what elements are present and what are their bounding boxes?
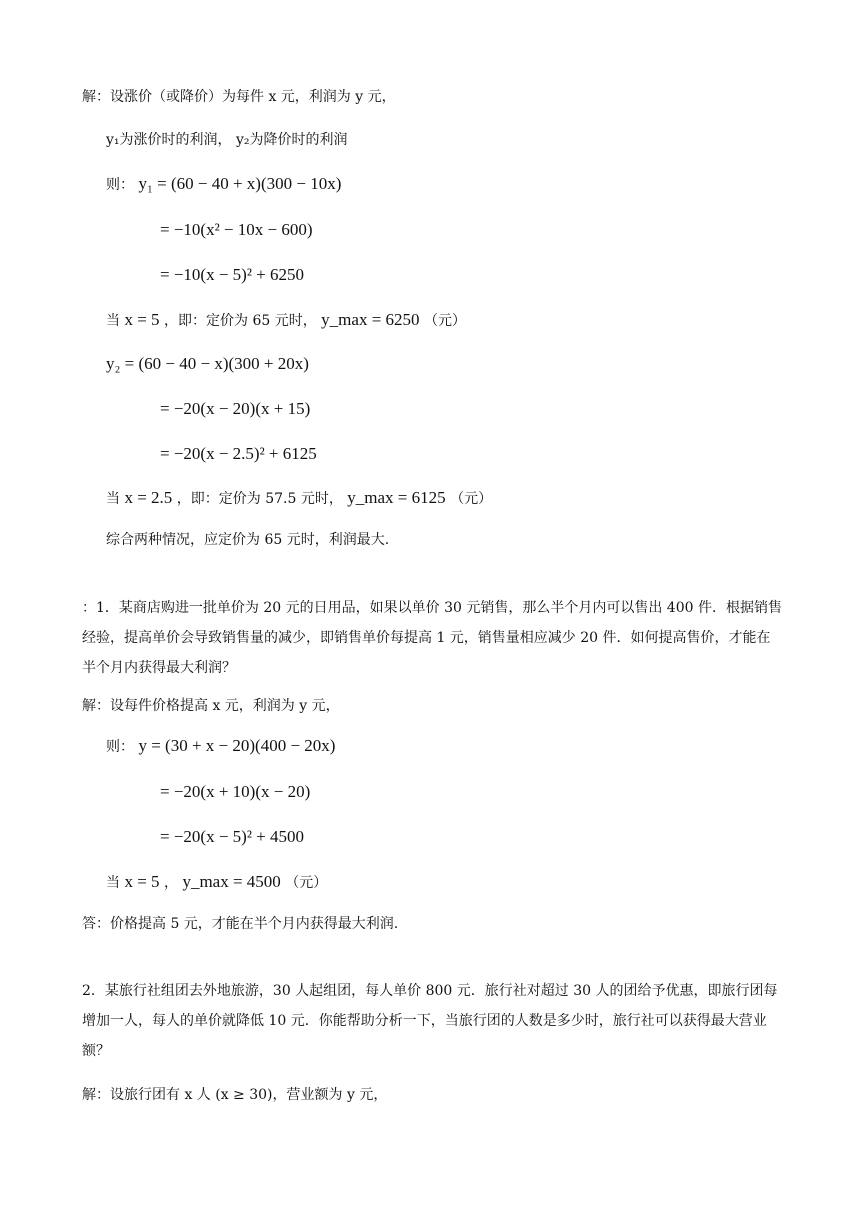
unit-label: （元） [450,491,493,507]
max-statement: 当 x = 5 ， y_max = 4500 （元） [106,872,328,891]
equation-step: = −10(x² − 10x − 600) [160,220,313,239]
max-text: ，即：定价为 57.5 元时， [176,491,343,507]
solution-intro: 解：设涨价（或降价）为每件 x 元，利润为 y 元， [82,89,396,105]
equation-step: = −10(x − 5)² + 6250 [160,265,305,284]
then-label: 则： [106,739,134,755]
max-value: y_max = 4500 [182,872,281,891]
equation-line [106,736,335,757]
solution-intro: 解：设旅行团有 x 人 (x ≥ 30)，营业额为 y 元， [82,1087,388,1103]
max-value: y_max = 6250 [321,310,420,329]
answer: 答：价格提高 5 元，才能在半个月内获得最大利润. [82,916,399,932]
max-value: y_max = 6125 [347,488,446,507]
max-statement [106,310,466,331]
solution-intro: 解：设每件价格提高 x 元，利润为 y 元， [82,698,340,714]
equation-step: = −20(x + 10)(x − 20) [160,782,311,801]
conclusion: 综合两种情况，应定价为 65 元时，利润最大. [106,532,390,548]
equation-step: = −20(x − 20)(x + 15) [160,399,311,418]
when-label: 当 [106,313,120,329]
when-label: 当 [106,491,120,507]
condition: x = 5 [124,310,160,329]
variable-definition: y₁为涨价时的利润， y₂为降价时的利润 [106,132,348,148]
problem-2-text: 2．某旅行社组团去外地旅游，30 人起组团，每人单价 800 元．旅行社对超过 30 人的团给予优惠，即旅行团每增加一人，每人的单价就降低 10 元．你能帮助分析一下，当旅行团的人数是多少时，旅行社可以获得最大营业额？ [82,983,778,1059]
condition: x = 2.5 [124,488,173,507]
problem-1-text: ：1．某商店购进一批单价为 20 元的日用品，如果以单价 30 元销售，那么半个月内可以售出 400 件．根据销售经验，提高单价会导致销售量的减少，即销售单价每提高 1 元，销售量相应减少 20 件．如何提高售价，才能在半个月内获得最大利润？ [82,600,782,676]
equation-step: = −20(x − 2.5)² + 6125 [160,444,317,463]
equation-y1: y₁ = (60 − 40 + x)(300 − 10x) [138,174,342,193]
max-text: ，即：定价为 65 元时， [164,313,317,329]
unit-label: （元） [285,875,328,891]
condition: x = 5 [124,872,160,891]
then-label: 则： [106,177,134,193]
when-label: 当 [106,875,120,891]
equation-step: = −20(x − 5)² + 4500 [160,827,305,846]
equation-y: y = (30 + x − 20)(400 − 20x) [138,736,336,755]
unit-label: （元） [423,313,466,329]
max-statement [106,488,492,509]
equation-y2: y₂ = (60 − 40 − x)(300 + 20x) [106,354,309,373]
equation-line [106,174,341,195]
